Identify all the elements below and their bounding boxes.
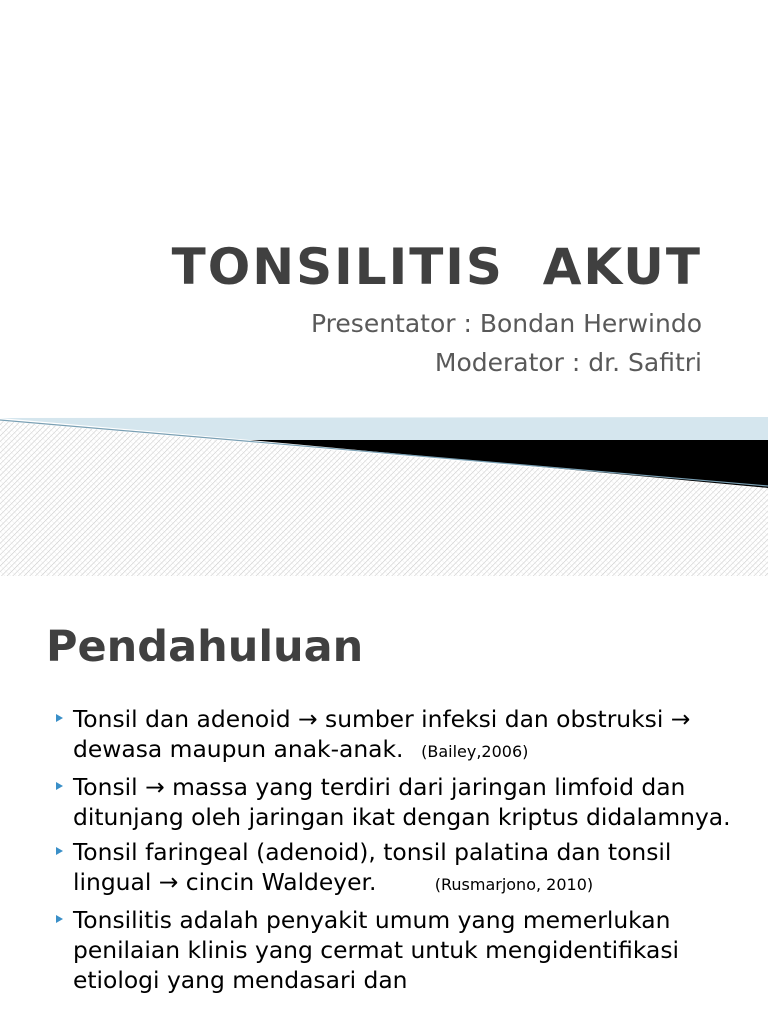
- moderator-line: Moderator : dr. Safitri: [434, 348, 702, 377]
- slide-title: TONSILITIS AKUT: [171, 238, 702, 296]
- bullet-text: Tonsil faringeal (adenoid), tonsil palatina dan tonsil lingual → cincin Waldeyer.: [73, 838, 672, 896]
- bullet-list: [52, 704, 732, 1000]
- content-slide: [0, 576, 768, 1024]
- bullet-item: [52, 905, 732, 995]
- presenter-line: Presentator : Bondan Herwindo: [311, 309, 702, 338]
- triangle-bullet-icon: [56, 915, 63, 923]
- bullet-item: [52, 704, 732, 767]
- citation: (Rusmarjono, 2010): [434, 875, 594, 894]
- citation: (Bailey,2006): [421, 742, 529, 761]
- bullet-text: Tonsilitis adalah penyakit umum yang memerlukan penilaian klinis yang cermat untuk mengidentifikasi etiologi yang mendasari dan: [73, 906, 680, 994]
- triangle-bullet-icon: [56, 782, 63, 790]
- slide-heading: Pendahuluan: [46, 622, 364, 672]
- bullet-text: Tonsil → massa yang terdiri dari jaringan limfoid dan ditunjang oleh jaringan ikat dengan kriptus didalamnya.: [73, 773, 731, 831]
- bullet-item: [52, 772, 732, 832]
- triangle-bullet-icon: [56, 847, 63, 855]
- bullet-text: Tonsil dan adenoid → sumber infeksi dan obstruksi → dewasa maupun anak-anak.: [73, 705, 691, 763]
- triangle-bullet-icon: [56, 714, 63, 722]
- bullet-item: [52, 837, 732, 900]
